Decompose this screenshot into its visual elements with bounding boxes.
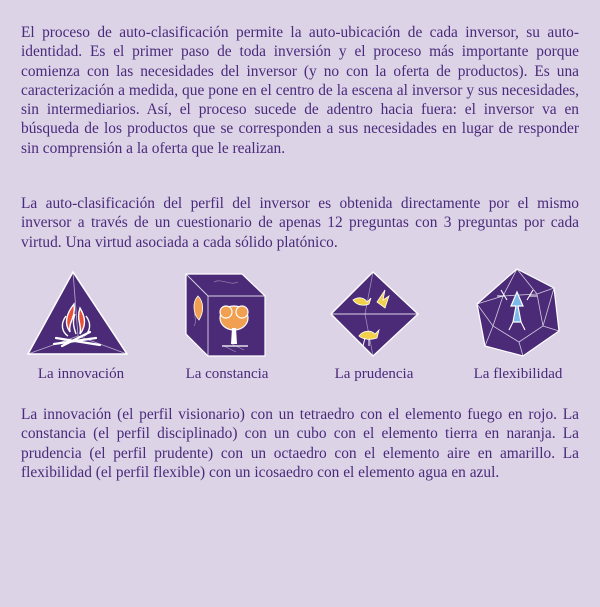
solid-caption: La innovación: [37, 366, 125, 382]
intro-paragraph: El proceso de auto-clasificación permite la auto-ubicación de cada inversor, su auto-identidad. Es el primer paso de toda inversión y el proceso más importante porque comienza con las necesidades del inversor (y no con la oferta de productos). Es una caracterización a medida, que pone en el centro de la escena al inversor y sus necesidades, sin intermediarios. Así, el proceso sucede de adentro hacia fuera: el inversor va en búsqueda de los productos que se corresponden a sus necesidades en lugar de responder sin comprensión a la oferta que le realizan.: [21, 24, 579, 157]
solid-flexibility: [453, 266, 583, 386]
solid-caption: La flexibilidad: [473, 366, 563, 382]
questionnaire-paragraph: La auto-clasificación del perfil del inversor es obtenida directamente por el mismo inversor a través de un cuestionario de apenas 12 preguntas con 3 preguntas por cada virtud. Una virtud asociada a cada sólido platónico.: [21, 195, 579, 251]
tetrahedron-fire-icon: [16, 266, 146, 361]
platonic-solids-row: [0, 266, 600, 386]
cube-tree-icon: [162, 266, 292, 361]
octahedron-birds-icon: [309, 266, 439, 361]
profiles-paragraph: La innovación (el perfil visionario) con un tetraedro con el elemento fuego en rojo. La constancia (el perfil disciplinado) con un cubo con el elemento tierra en naranja. La prudencia (el perfil prudente) con un octaedro con el elemento aire en amarillo. La flexibilidad (el perfil flexible) con un icosaedro con el elemento agua en azul.: [21, 406, 579, 481]
solid-prudence: [309, 266, 439, 386]
solid-caption: La constancia: [185, 366, 269, 382]
solid-innovation: [16, 266, 146, 386]
solid-caption: La prudencia: [334, 366, 414, 382]
solid-constancy: [162, 266, 292, 386]
icosahedron-water-icon: [453, 266, 583, 361]
